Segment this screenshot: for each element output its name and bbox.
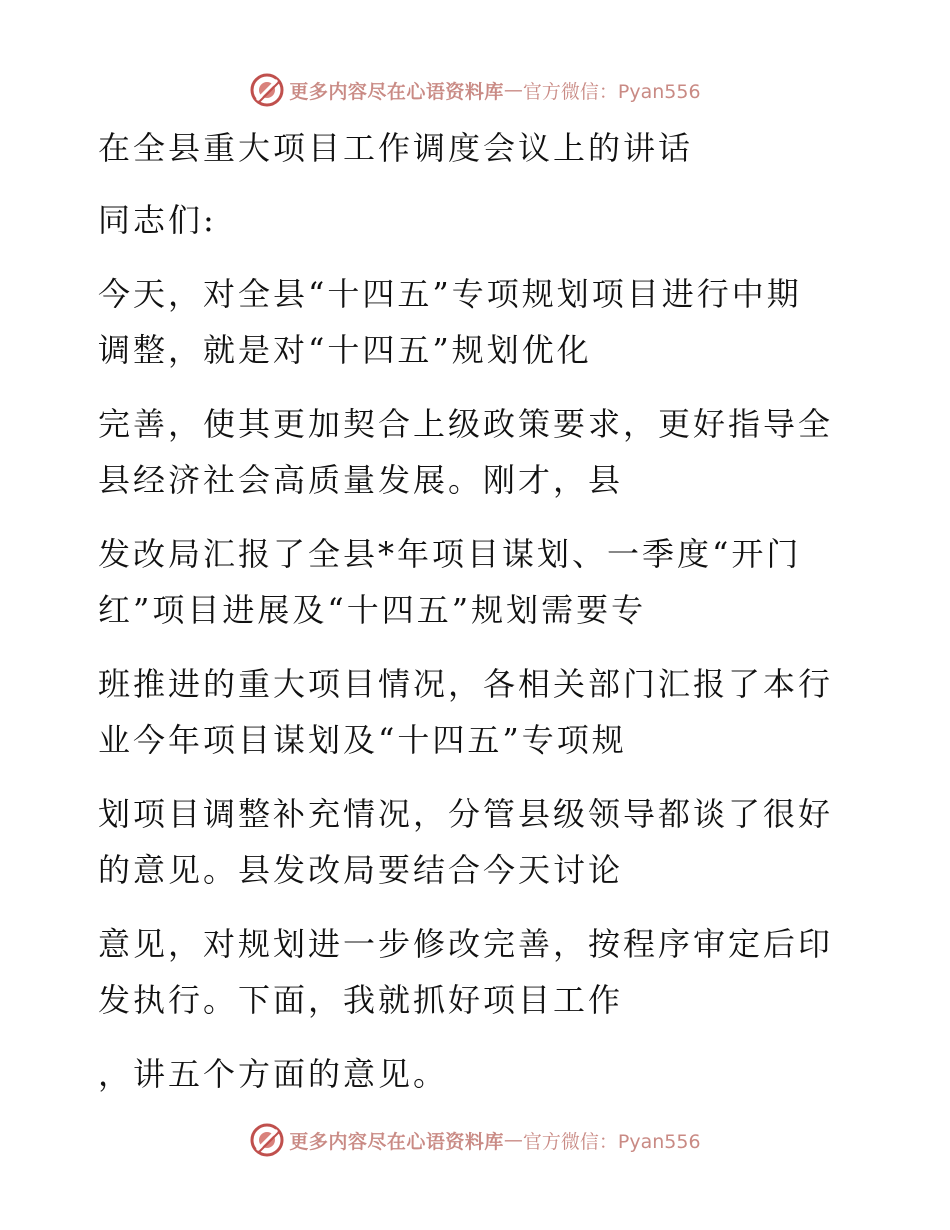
watermark-separator: —	[503, 1129, 523, 1151]
paragraph-line: 红”项目进展及“十四五”规划需要专	[98, 591, 647, 629]
paragraph-line: 调整，就是对“十四五”规划优化	[98, 331, 592, 369]
paragraph-line: 意见，对规划进一步修改完善，按程序审定后印	[98, 925, 834, 963]
paragraph-line: ，讲五个方面的意见。	[98, 1055, 449, 1093]
watermark-separator: —	[503, 79, 523, 101]
paragraph-line: 业今年项目谋划及“十四五”专项规	[98, 721, 627, 759]
paragraph-line: 同志们:	[98, 201, 217, 239]
watermark-brand: 更多内容尽在心语资料库	[289, 80, 504, 103]
paragraph-line: 发执行。下面，我就抓好项目工作	[98, 981, 624, 1019]
watermark-banner-top	[0, 70, 950, 110]
watermark-banner-bottom	[0, 1120, 950, 1160]
paragraph-line: 班推进的重大项目情况，各相关部门汇报了本行	[98, 665, 834, 703]
paragraph-line: 划项目调整补充情况，分管县级领导都谈了很好	[98, 795, 834, 833]
paragraph-line: 完善，使其更加契合上级政策要求，更好指导全	[98, 405, 834, 443]
paragraph-line: 发改局汇报了全县*年项目谋划、一季度“开门	[98, 535, 802, 573]
paragraph-line: 县经济社会高质量发展。刚才，县	[98, 461, 624, 499]
red-seal-logo-icon	[249, 72, 285, 108]
paragraph-line: 今天，对全县“十四五”专项规划项目进行中期	[98, 275, 802, 313]
watermark-contact: 官方微信：Pyan556	[522, 1130, 701, 1153]
paragraph-line: 的意见。县发改局要结合今天讨论	[98, 851, 624, 889]
watermark-brand: 更多内容尽在心语资料库	[289, 1130, 504, 1153]
document-title: 在全县重大项目工作调度会议上的讲话	[98, 129, 694, 167]
watermark-contact: 官方微信：Pyan556	[522, 80, 701, 103]
red-seal-logo-icon	[249, 1122, 285, 1158]
